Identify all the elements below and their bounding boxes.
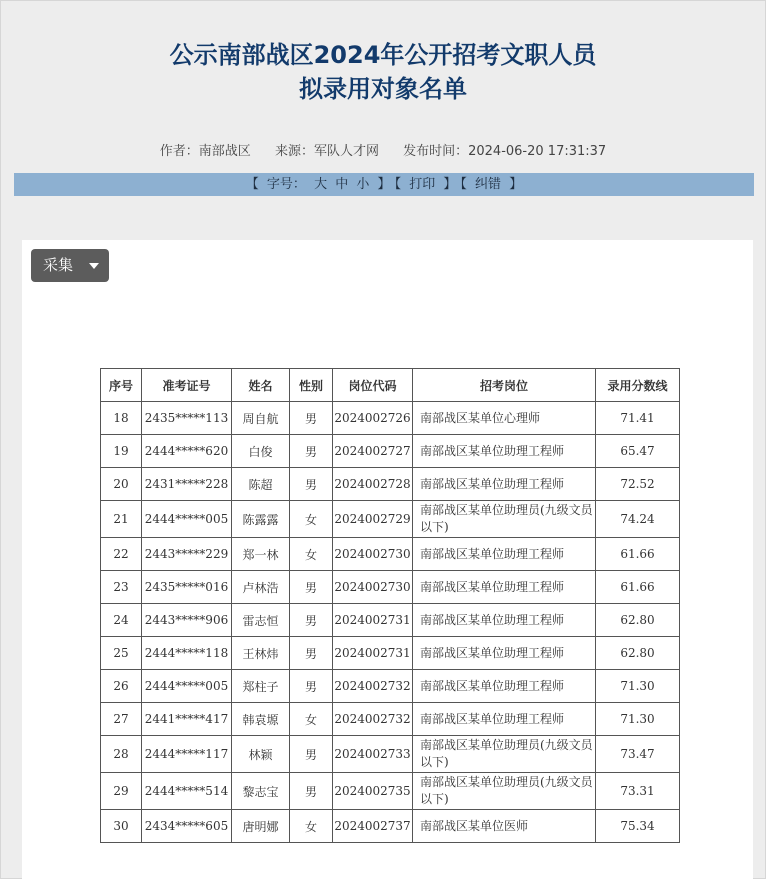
cell-no: 26 (101, 670, 142, 703)
cell-post-code: 2024002729 (333, 501, 413, 538)
font-size-label: 字号： (266, 177, 306, 192)
table-row (101, 501, 680, 538)
cell-gender: 女 (290, 703, 333, 736)
header-no: 序号 (101, 369, 142, 402)
cell-post-code: 2024002730 (333, 538, 413, 571)
cell-post-code: 2024002728 (333, 468, 413, 501)
cell-exam-id: 2444*****117 (142, 736, 232, 773)
cell-no: 28 (101, 736, 142, 773)
cell-gender: 男 (290, 637, 333, 670)
cell-score: 71.30 (596, 703, 680, 736)
cell-no: 20 (101, 468, 142, 501)
cell-score: 73.47 (596, 736, 680, 773)
cell-exam-id: 2444*****118 (142, 637, 232, 670)
cell-name: 陈超 (232, 468, 290, 501)
cell-gender: 男 (290, 670, 333, 703)
cell-exam-id: 2431*****228 (142, 468, 232, 501)
bracket: 】 (443, 177, 457, 192)
cell-gender: 男 (290, 402, 333, 435)
table-row (101, 435, 680, 468)
cell-score: 73.31 (596, 773, 680, 810)
header-gender: 性别 (290, 369, 333, 402)
publish-time-text: 发布时间：2024-06-20 17:31:37 (403, 144, 607, 159)
bracket: 】 (377, 177, 391, 192)
cell-name: 郑一林 (232, 538, 290, 571)
cell-name: 雷志恒 (232, 604, 290, 637)
cell-gender: 男 (290, 736, 333, 773)
header-name: 姓名 (232, 369, 290, 402)
cell-post: 南部战区某单位心理师 (413, 402, 596, 435)
cell-post: 南部战区某单位助理员(九级文员以下) (413, 501, 596, 538)
cell-name: 韩袁塬 (232, 703, 290, 736)
cell-post-code: 2024002731 (333, 604, 413, 637)
report-error-link[interactable]: 纠错 (475, 177, 502, 192)
font-size-medium-link[interactable]: 中 (335, 177, 349, 192)
author-text: 作者：南部战区 (159, 144, 251, 159)
cell-exam-id: 2434*****605 (142, 810, 232, 843)
cell-post-code: 2024002737 (333, 810, 413, 843)
title-line-1: 公示南部战区2024年公开招考文职人员 (169, 41, 597, 69)
cell-name: 卢林浩 (232, 571, 290, 604)
collect-label: 采集 (43, 256, 74, 274)
cell-no: 22 (101, 538, 142, 571)
article-toolbar (14, 173, 754, 196)
cell-gender: 男 (290, 468, 333, 501)
cell-post-code: 2024002726 (333, 402, 413, 435)
bracket: 【 (460, 177, 467, 192)
source-text: 来源：军队人才网 (274, 144, 379, 159)
cell-no: 19 (101, 435, 142, 468)
font-size-small-link[interactable]: 小 (356, 177, 370, 192)
cell-no: 25 (101, 637, 142, 670)
cell-exam-id: 2443*****229 (142, 538, 232, 571)
cell-gender: 女 (290, 501, 333, 538)
cell-score: 62.80 (596, 604, 680, 637)
cell-post-code: 2024002732 (333, 670, 413, 703)
cell-post: 南部战区某单位助理工程师 (413, 571, 596, 604)
cell-score: 71.30 (596, 670, 680, 703)
cell-post: 南部战区某单位助理员(九级文员以下) (413, 773, 596, 810)
cell-no: 21 (101, 501, 142, 538)
cell-name: 陈露露 (232, 501, 290, 538)
cell-score: 62.80 (596, 637, 680, 670)
cell-exam-id: 2435*****016 (142, 571, 232, 604)
print-link[interactable]: 打印 (409, 177, 436, 192)
candidate-table (100, 368, 680, 843)
cell-post-code: 2024002732 (333, 703, 413, 736)
bracket: 【 (245, 177, 259, 192)
cell-name: 郑柱子 (232, 670, 290, 703)
cell-name: 白俊 (232, 435, 290, 468)
cell-no: 27 (101, 703, 142, 736)
cell-post: 南部战区某单位助理工程师 (413, 435, 596, 468)
article-content (22, 240, 753, 879)
cell-post: 南部战区某单位助理工程师 (413, 468, 596, 501)
caret-down-icon (89, 263, 99, 269)
cell-post-code: 2024002735 (333, 773, 413, 810)
table-row (101, 773, 680, 810)
table-row (101, 810, 680, 843)
article-meta (0, 140, 766, 159)
table-row (101, 571, 680, 604)
cell-exam-id: 2441*****417 (142, 703, 232, 736)
cell-exam-id: 2444*****514 (142, 773, 232, 810)
cell-name: 周自航 (232, 402, 290, 435)
cell-no: 24 (101, 604, 142, 637)
page-title (0, 38, 766, 106)
cell-exam-id: 2444*****005 (142, 670, 232, 703)
header-exam-id: 准考证号 (142, 369, 232, 402)
collect-dropdown-button[interactable] (31, 249, 109, 282)
cell-exam-id: 2444*****005 (142, 501, 232, 538)
table-row (101, 604, 680, 637)
cell-score: 72.52 (596, 468, 680, 501)
cell-post: 南部战区某单位助理工程师 (413, 637, 596, 670)
cell-post-code: 2024002733 (333, 736, 413, 773)
title-line-2: 拟录用对象名单 (299, 75, 467, 103)
table-row (101, 703, 680, 736)
cell-no: 30 (101, 810, 142, 843)
cell-gender: 男 (290, 571, 333, 604)
cell-name: 黎志宝 (232, 773, 290, 810)
cell-post: 南部战区某单位助理工程师 (413, 604, 596, 637)
cell-score: 71.41 (596, 402, 680, 435)
cell-exam-id: 2435*****113 (142, 402, 232, 435)
cell-post-code: 2024002727 (333, 435, 413, 468)
header-post-code: 岗位代码 (333, 369, 413, 402)
cell-score: 65.47 (596, 435, 680, 468)
cell-post: 南部战区某单位助理工程师 (413, 703, 596, 736)
font-size-large-link[interactable]: 大 (314, 177, 328, 192)
cell-post: 南部战区某单位助理工程师 (413, 538, 596, 571)
cell-gender: 女 (290, 538, 333, 571)
cell-exam-id: 2444*****620 (142, 435, 232, 468)
cell-gender: 男 (290, 773, 333, 810)
header-score: 录用分数线 (596, 369, 680, 402)
cell-post-code: 2024002731 (333, 637, 413, 670)
cell-no: 29 (101, 773, 142, 810)
cell-score: 61.66 (596, 571, 680, 604)
cell-no: 18 (101, 402, 142, 435)
table-row (101, 670, 680, 703)
cell-exam-id: 2443*****906 (142, 604, 232, 637)
cell-gender: 男 (290, 435, 333, 468)
header-post: 招考岗位 (413, 369, 596, 402)
cell-gender: 女 (290, 810, 333, 843)
cell-name: 林颖 (232, 736, 290, 773)
table-row (101, 468, 680, 501)
table-row (101, 538, 680, 571)
table-header-row (101, 369, 680, 402)
cell-score: 61.66 (596, 538, 680, 571)
table-row (101, 402, 680, 435)
cell-gender: 男 (290, 604, 333, 637)
table-row (101, 736, 680, 773)
cell-name: 王林炜 (232, 637, 290, 670)
cell-post: 南部战区某单位助理工程师 (413, 670, 596, 703)
cell-post: 南部战区某单位助理员(九级文员以下) (413, 736, 596, 773)
bracket: 】 (509, 177, 523, 192)
cell-name: 唐明娜 (232, 810, 290, 843)
cell-post-code: 2024002730 (333, 571, 413, 604)
table-row (101, 637, 680, 670)
cell-post: 南部战区某单位医师 (413, 810, 596, 843)
cell-score: 74.24 (596, 501, 680, 538)
cell-score: 75.34 (596, 810, 680, 843)
cell-no: 23 (101, 571, 142, 604)
bracket: 【 (394, 177, 402, 192)
